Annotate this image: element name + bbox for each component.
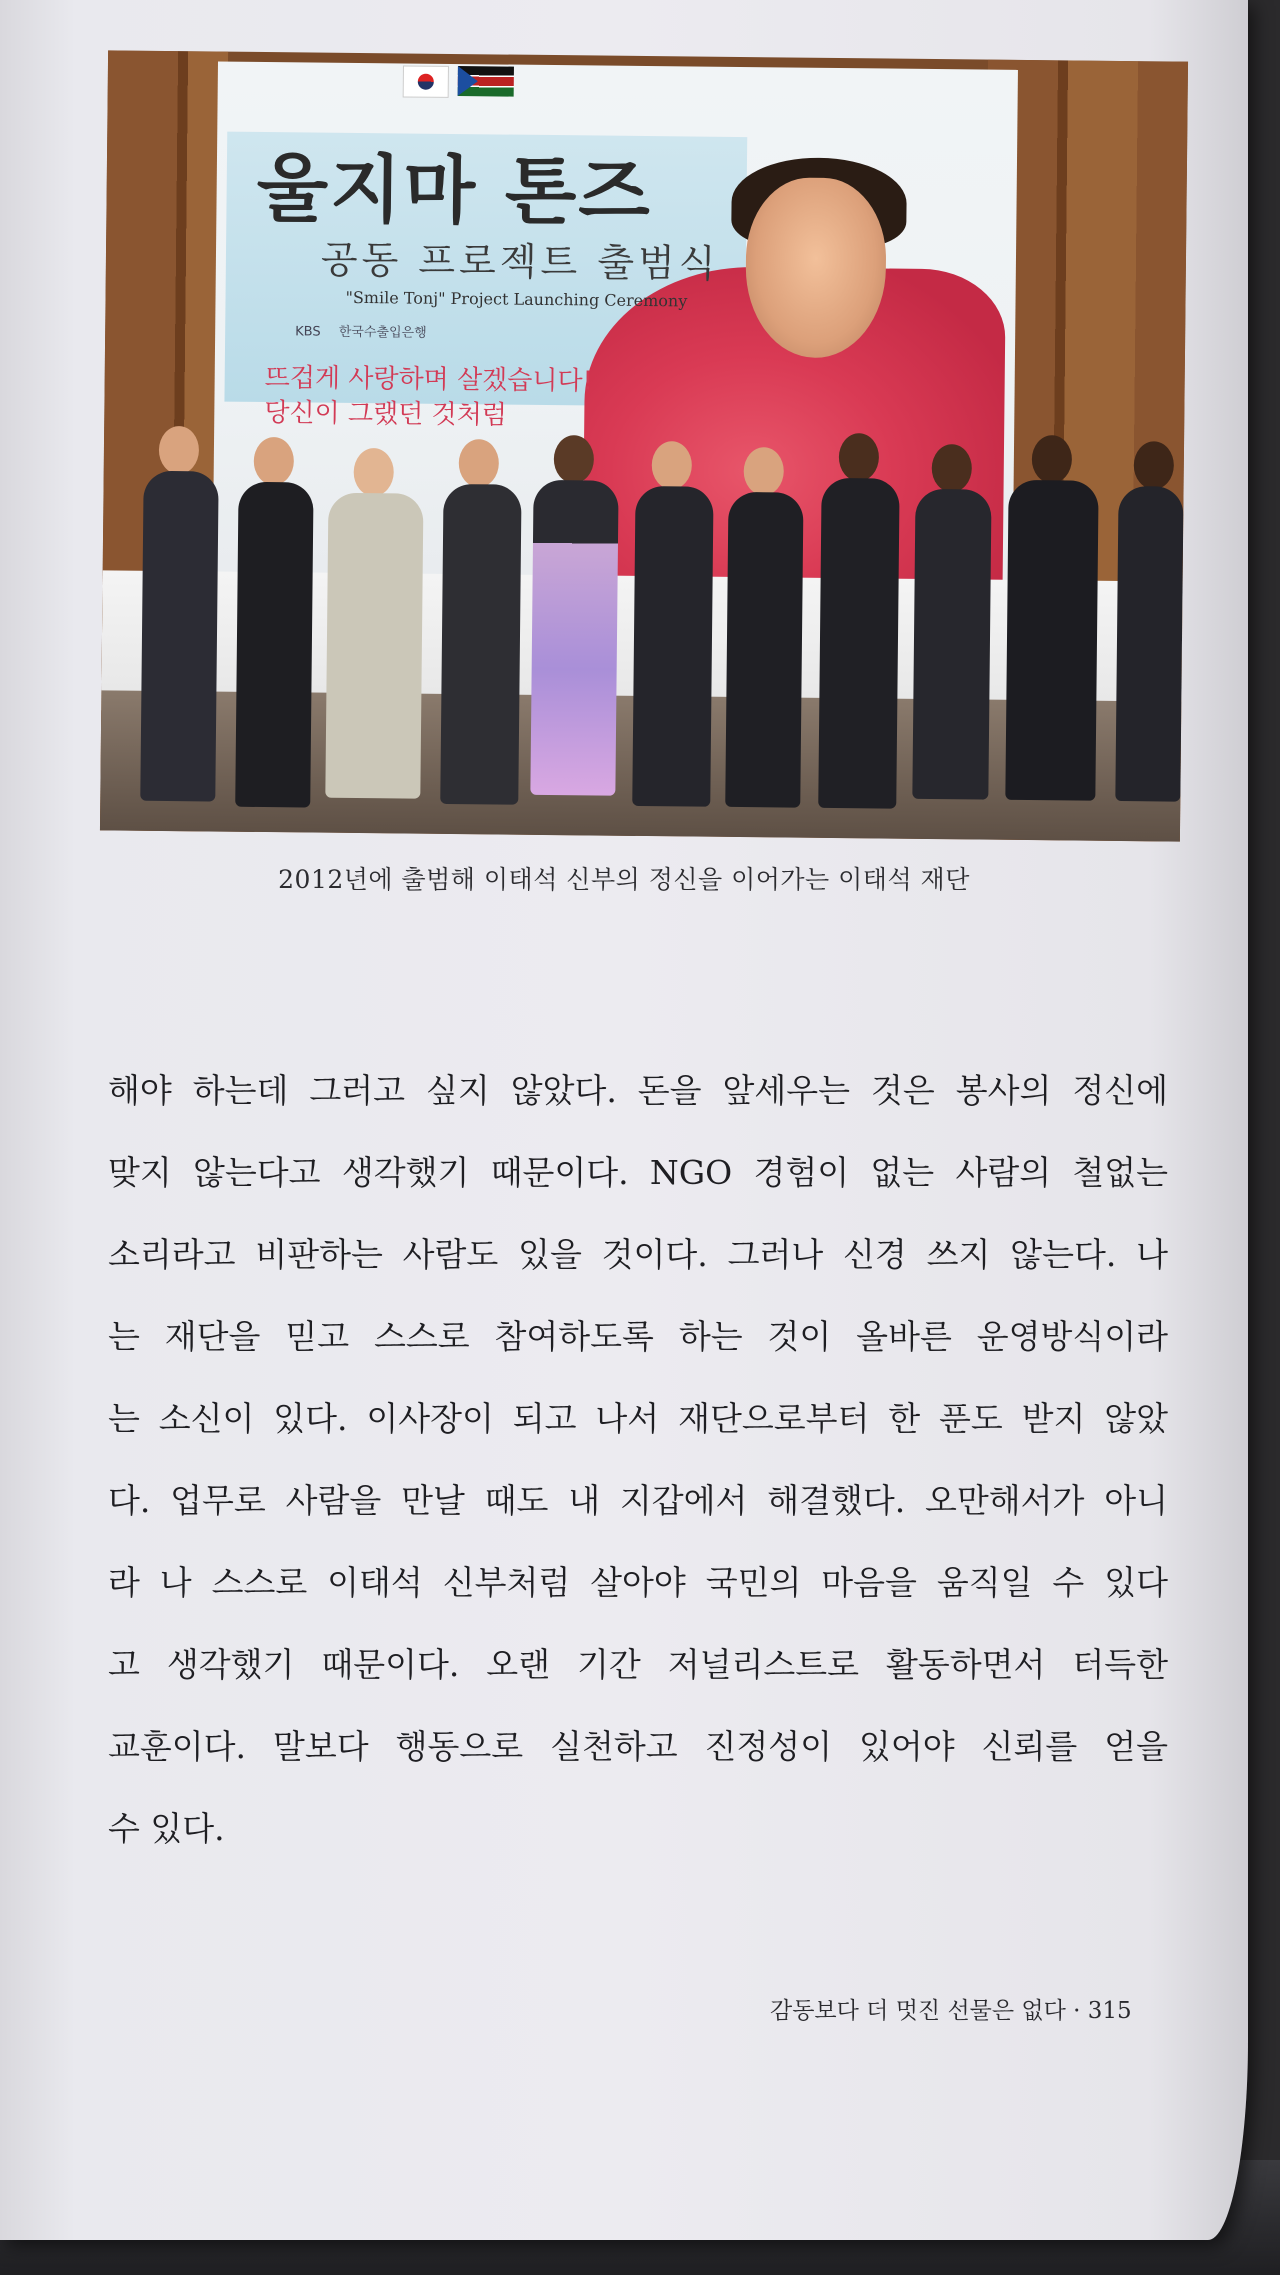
body-line: 교훈이다. 말보다 행동으로 실천하고 진정성이 있어야 신뢰를 얻을 [108,1727,1168,1766]
banner-slogan-2: 당신이 그랬던 것처럼 [264,398,508,431]
page-footer: 감동보다 더 멋진 선물은 없다 · 315 [770,1998,1132,2024]
banner-title: 울지마 톤즈 [256,145,653,237]
person [632,486,713,807]
body-line: 수 있다. [108,1809,225,1848]
ceremony-photo [100,50,1188,841]
person-monk [325,493,423,799]
body-line: 해야 하는데 그러고 싶지 않았다. 돈을 앞세우는 것은 봉사의 정신에 [108,1071,1168,1110]
banner-slogan-1: 뜨겁게 사랑하며 살겠습니다! [264,363,594,397]
korean-flag-icon [403,65,449,97]
person [1005,480,1098,801]
body-line: 고 생각했기 때문이다. 오랜 기간 저널리스트로 활동하면서 터득한 [108,1645,1168,1684]
person [725,492,803,808]
banner-english-title: "Smile Tonj" Project Launching Ceremony [345,287,688,311]
person-woman [530,480,618,796]
body-line: 는 재단을 믿고 스스로 참여하도록 하는 것이 올바른 운영방식이라 [108,1317,1168,1356]
photo-caption: 2012년에 출범해 이태석 신부의 정신을 이어가는 이태석 재단 [278,865,970,894]
body-line: 소리라고 비판하는 사람도 있을 것이다. 그러나 신경 쓰지 않는다. 나 [108,1235,1168,1274]
body-line: 다. 업무로 사람을 만날 때도 내 지갑에서 해결했다. 오만해서가 아니 [108,1481,1168,1520]
person [912,489,991,800]
person [140,471,218,802]
person [235,482,313,808]
body-line: 는 소신이 있다. 이사장이 되고 나서 재단으로부터 한 푼도 받지 않았 [108,1399,1168,1438]
body-line: 라 나 스스로 이태석 신부처럼 살아야 국민의 마음을 움직일 수 있다 [108,1563,1168,1602]
body-line: 맞지 않는다고 생각했기 때문이다. NGO 경험이 없는 사람의 철없는 [108,1153,1168,1192]
person [818,478,899,809]
person [1115,486,1183,802]
person [440,484,521,805]
body-text [108,1050,1168,1870]
banner-sponsors: KBS 한국수출입은행 [295,324,427,341]
banner-subtitle: 공동 프로젝트 출범식 [320,237,720,286]
south-sudan-flag-icon [458,66,514,97]
